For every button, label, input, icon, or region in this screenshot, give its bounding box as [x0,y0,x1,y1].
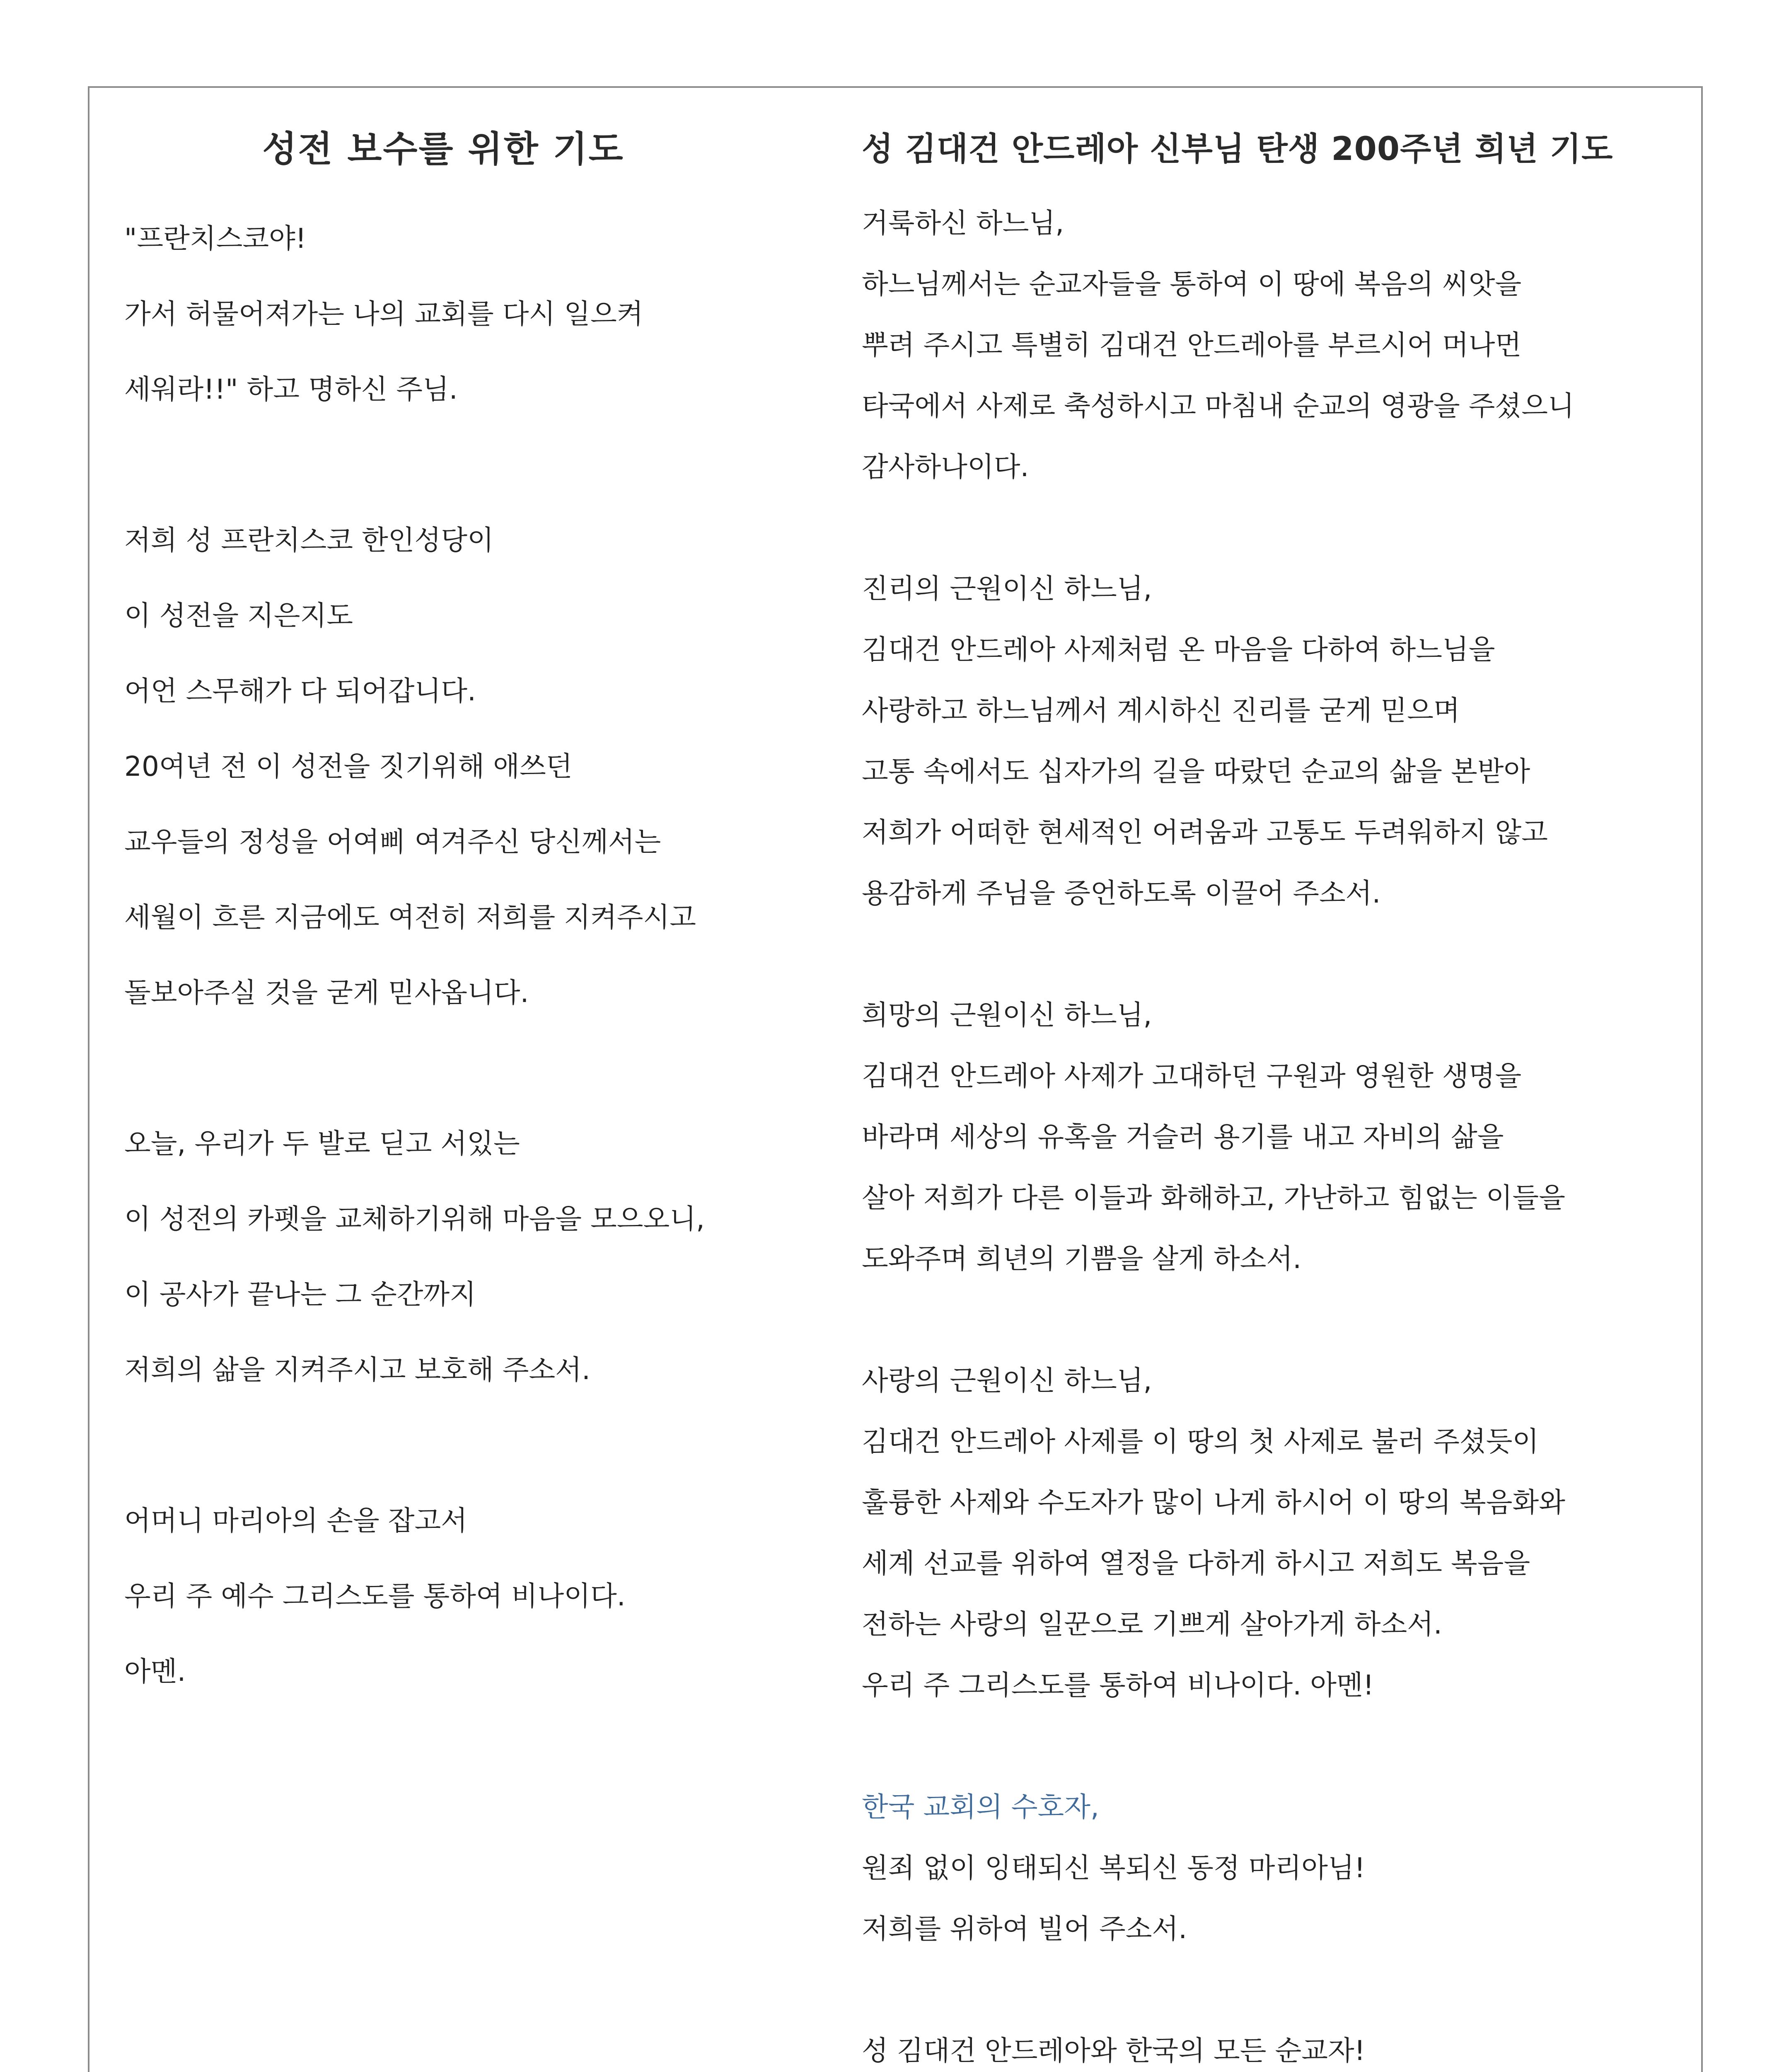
prayer-line: 하느님께서는 순교자들을 통하여 이 땅에 복음의 씨앗을 [862,268,1522,300]
prayer-line: 우리 주 그리스도를 통하여 비나이다. 아멘! [862,1669,1374,1701]
prayer-line: 타국에서 사제로 축성하시고 마침내 순교의 영광을 주셨으니 [862,390,1574,422]
prayer-line: 감사하나이다. [862,451,1029,483]
prayer-line: 저희의 삶을 지켜주시고 보호해 주소서. [124,1354,590,1386]
prayer-line: 어머니 마리아의 손을 잡고서 [124,1505,468,1537]
prayer-line: 살아 저희가 다른 이들과 화해하고, 가난하고 힘없는 이들을 [862,1182,1565,1214]
paragraph-gap [862,1289,1690,1350]
prayer-line: 이 성전을 지은지도 [124,600,353,632]
paragraph-gap [862,1716,1690,1777]
prayer-line: 전하는 사랑의 일꾼으로 기쁘게 살아가게 하소서. [862,1608,1442,1640]
prayer-line: 사랑의 근원이신 하느님, [862,1365,1152,1397]
prayer-line: 저희를 위하여 빌어 주소서. [862,1913,1187,1945]
prayer-line: 김대건 안드레아 사제처럼 온 마음을 다하여 하느님을 [862,634,1495,666]
prayer-line: 20여년 전 이 성전을 짓기위해 애쓰던 [124,750,573,782]
prayer-line: 훌륭한 사제와 수도자가 많이 나게 하시어 이 땅의 복음화와 [862,1486,1565,1518]
prayer-line: 이 공사가 끝나는 그 순간까지 [124,1278,476,1310]
prayer-line: 우리 주 예수 그리스도를 통하여 비나이다. [124,1580,626,1612]
prayer-line: 용감하게 주님을 증언하도록 이끌어 주소서. [862,877,1381,909]
prayer-line: 세계 선교를 위하여 열정을 다하게 하시고 저희도 복음을 [862,1547,1530,1579]
prayer-line: 뿌려 주시고 특별히 김대건 안드레아를 부르시어 머나먼 [862,329,1522,361]
prayer-line: 김대건 안드레아 사제가 고대하던 구원과 영원한 생명을 [862,1060,1522,1092]
prayer-line: 사랑하고 하느님께서 계시하신 진리를 굳게 믿으며 [862,695,1460,726]
prayer-line: 세월이 흐른 지금에도 여전히 저희를 지켜주시고 [124,901,696,933]
left-prayer-column [124,120,829,1709]
prayer-line: 한국 교회의 수호자, [862,1791,1099,1823]
prayer-line: 희망의 근원이신 하느님, [862,999,1152,1031]
paragraph-gap [124,1031,829,1106]
prayer-line: 저희 성 프란치스코 한인성당이 [124,524,494,556]
prayer-line: 도와주며 희년의 기쁨을 살게 하소서. [862,1243,1302,1275]
paragraph-gap [862,1959,1690,2020]
prayer-line: 가서 허물어져가는 나의 교회를 다시 일으켜 [124,298,643,330]
right-prayer-title: 성 김대건 안드레아 신부님 탄생 200주년 희년 기도 [862,131,1613,168]
prayer-line: 세워라!!" 하고 명하신 주님. [124,373,458,405]
prayer-line: 김대건 안드레아 사제를 이 땅의 첫 사제로 불러 주셨듯이 [862,1426,1539,1457]
prayer-line: 아멘. [124,1656,186,1687]
prayer-line: 저희가 어떠한 현세적인 어려움과 고통도 두려워하지 않고 [862,816,1548,848]
paragraph-gap [862,924,1690,985]
prayer-line: 오늘, 우리가 두 발로 딛고 서있는 [124,1128,520,1159]
prayer-line: 교우들의 정성을 어여삐 여겨주신 당신께서는 [124,826,661,858]
paragraph-gap [124,1408,829,1483]
left-prayer-title: 성전 보수를 위한 기도 [262,128,624,170]
prayer-line: 원죄 없이 잉태되신 복되신 동정 마리아님! [862,1852,1366,1884]
prayer-line: 성 김대건 안드레아와 한국의 모든 순교자! [862,2035,1366,2067]
prayer-line: 바라며 세상의 유혹을 거슬러 용기를 내고 자비의 삶을 [862,1121,1504,1153]
prayer-line: 고통 속에서도 십자가의 길을 따랐던 순교의 삶을 본받아 [862,755,1530,787]
prayer-line: "프란치스코야! [124,223,307,254]
paragraph-gap [124,427,829,503]
right-prayer-body [862,193,1690,2072]
prayer-line: 진리의 근원이신 하느님, [862,573,1152,605]
prayer-line: 거룩하신 하느님, [862,207,1064,239]
prayer-line: 돌보아주실 것을 굳게 믿사옵니다. [124,977,529,1009]
paragraph-gap [862,497,1690,558]
prayer-line: 어언 스무해가 다 되어갑니다. [124,675,476,707]
right-prayer-column [862,120,1690,2072]
left-prayer-body [124,201,829,1709]
prayer-line: 이 성전의 카펫을 교체하기위해 마음을 모으오니, [124,1203,705,1235]
